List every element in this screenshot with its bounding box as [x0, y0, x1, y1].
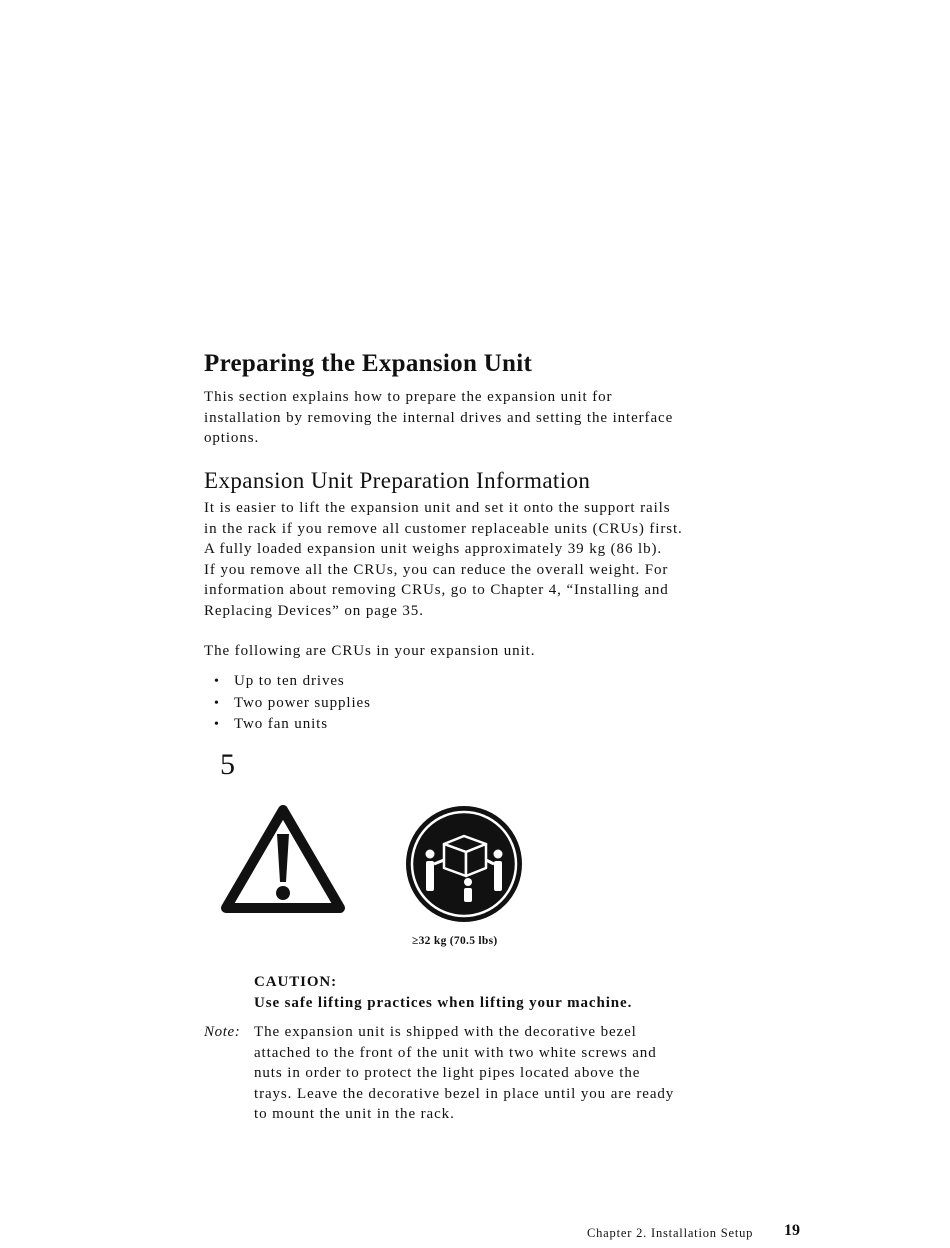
body-line: information about removing CRUs, go to Chapter 4, “Installing and: [204, 582, 669, 598]
caution-text: Use safe lifting practices when lifting your machine.: [254, 995, 633, 1011]
subsection-title: Expansion Unit Preparation Information: [204, 468, 591, 493]
note-line: to mount the unit in the rack.: [254, 1106, 455, 1122]
note-line: The expansion unit is shipped with the decorative bezel: [254, 1024, 637, 1040]
body-line: It is easier to lift the expansion unit and set it onto the support rails: [204, 500, 671, 516]
bullet-icon: •: [214, 674, 220, 689]
list-item: [214, 714, 371, 736]
list-item-label: Up to ten drives: [234, 673, 345, 689]
bullet-icon: •: [214, 695, 220, 711]
list-item: [214, 671, 371, 693]
two-person-lift-icon: [404, 804, 524, 929]
section-intro: [204, 387, 744, 449]
list-item: [214, 693, 371, 715]
note-body: [254, 1022, 674, 1125]
intro-line: This section explains how to prepare the expansion unit for: [204, 389, 613, 405]
body-line: A fully loaded expansion unit weighs approximately 39 kg (86 lb).: [204, 541, 663, 557]
note-line: nuts in order to protect the light pipes located above the: [254, 1065, 641, 1081]
intro-line: installation by removing the internal drives and setting the interface: [204, 409, 674, 426]
weight-label: ≥32 kg (70.5 lbs): [412, 935, 498, 947]
cru-lead: [204, 641, 744, 662]
subsection-body: [204, 498, 744, 621]
intro-line: options.: [204, 430, 260, 446]
bullet-icon: •: [214, 717, 220, 732]
safety-statement-number: 5: [220, 748, 235, 781]
note-label: Note:: [204, 1024, 241, 1040]
note-line: trays. Leave the decorative bezel in place until you are ready: [254, 1085, 675, 1102]
footer-chapter: Chapter 2. Installation Setup: [587, 1226, 754, 1240]
cru-lead-text: The following are CRUs in your expansion unit.: [204, 643, 536, 659]
body-line: Replacing Devices” on page 35.: [204, 602, 424, 619]
body-line: in the rack if you remove all customer replaceable units (CRUs) first.: [204, 520, 683, 537]
page-number: 19: [784, 1222, 800, 1239]
list-item-label: Two power supplies: [234, 694, 371, 711]
list-item-label: Two fan units: [234, 716, 328, 732]
caution-heading: CAUTION:: [254, 974, 338, 990]
caution-block: [254, 972, 632, 1014]
body-line: If you remove all the CRUs, you can reduce the overall weight. For: [204, 561, 669, 578]
cru-list: [214, 671, 371, 736]
section-title: Preparing the Expansion Unit: [204, 350, 533, 377]
warning-triangle-icon: [220, 804, 346, 921]
note-line: attached to the front of the unit with two white screws and: [254, 1044, 657, 1061]
